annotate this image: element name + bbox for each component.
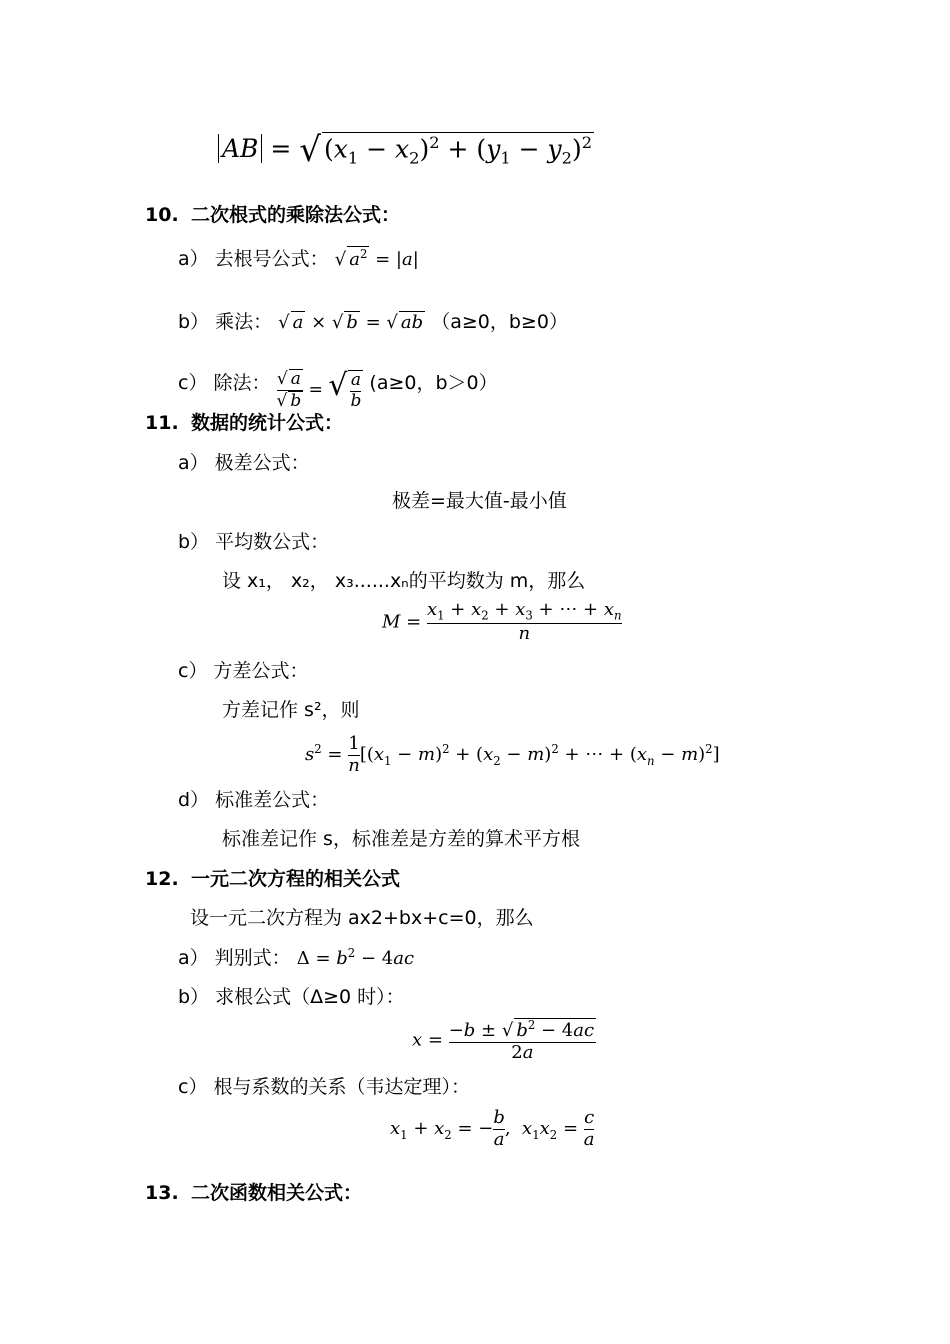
item-10b [178,307,568,334]
item-11c [178,656,309,683]
range-formula: 极差=最大值-最小值 [392,490,567,512]
item-11b [178,527,329,554]
section-number: 12. [145,868,179,890]
section-number: 10. [145,204,179,226]
item-label: c） 方差公式： [178,660,309,682]
item-12b [178,982,405,1009]
section-13-heading [145,1178,362,1205]
section-title: 一元二次方程的相关公式 [191,868,401,890]
section-title: 数据的统计公式： [191,412,344,434]
item-label: b） 平均数公式： [178,531,330,553]
section-10-heading [145,200,400,227]
formula-sqrt-divide: $\frac{√ a}{√ b}$ = √ $\frac{a}{b}$ [276,368,362,411]
item-11d [178,785,329,812]
distance-formula: AB = √ $(x_1 - x_2)^2 + (y_1 - y_2)^2$ [218,130,594,170]
item-label: b） 乘法： [178,311,273,333]
discriminant-formula: $\Delta = b^2 - 4ac$ [296,946,415,969]
item-label: a） 判别式： [178,947,291,969]
sd-text: 标准差记作 s，标准差是方差的算术平方根 [222,828,580,850]
section-number: 13. [145,1182,179,1204]
formula-sqrt-multiply: √ a × √ b = √ ab [278,312,424,333]
item-11a [178,448,310,475]
item-label: d） 标准差公式： [178,789,330,811]
item-label: c） 根与系数的关系（韦达定理）： [178,1076,470,1098]
root-formula: x = $\frac{-b \pm √ b^2 - 4ac}{2a}$ [412,1018,595,1063]
item-label: c） 除法： [178,372,271,394]
section-title: 二次函数相关公式： [191,1182,363,1204]
variance-intro: 方差记作 s²，则 [222,699,360,721]
item-10a [178,244,419,271]
item-label: a） 极差公式： [178,452,310,474]
vieta-formula: $x_1 + x_2$ = − $\frac{b}{a}$ , $x_1x_2$ = $\frac{c}{a}$ [390,1107,595,1150]
section-title: 二次根式的乘除法公式： [191,204,401,226]
item-label: a） 去根号公式： [178,248,329,270]
section-number: 11. [145,412,179,434]
item-12c [178,1072,470,1099]
condition: （a≥0，b≥0） [431,311,568,333]
condition: (a≥0，b＞0） [369,372,498,394]
item-12a [178,943,414,970]
mean-intro: 设 x₁， x₂， x₃......xₙ的平均数为 m，那么 [222,570,586,592]
item-label: b） 求根公式（Δ≥0 时）： [178,986,405,1008]
quadratic-intro: 设一元二次方程为 ax2+bx+c=0，那么 [190,907,534,929]
mean-formula: M = $\frac{x_1 + x_2 + x_3 + \cdots + x_n}{n}$ [382,599,622,645]
formula-sqrt-abs: √ $a^2 = |a|$ [334,247,419,270]
section-11-heading [145,408,343,435]
variance-formula: $s^2$ = $\frac{1}{n}$ [$(x_1 - m)^2 + (x_2 - m)^2$ + ⋯ + $(x_n - m)^2$] [305,733,720,776]
item-10c [178,368,498,412]
section-12-heading [145,864,400,891]
